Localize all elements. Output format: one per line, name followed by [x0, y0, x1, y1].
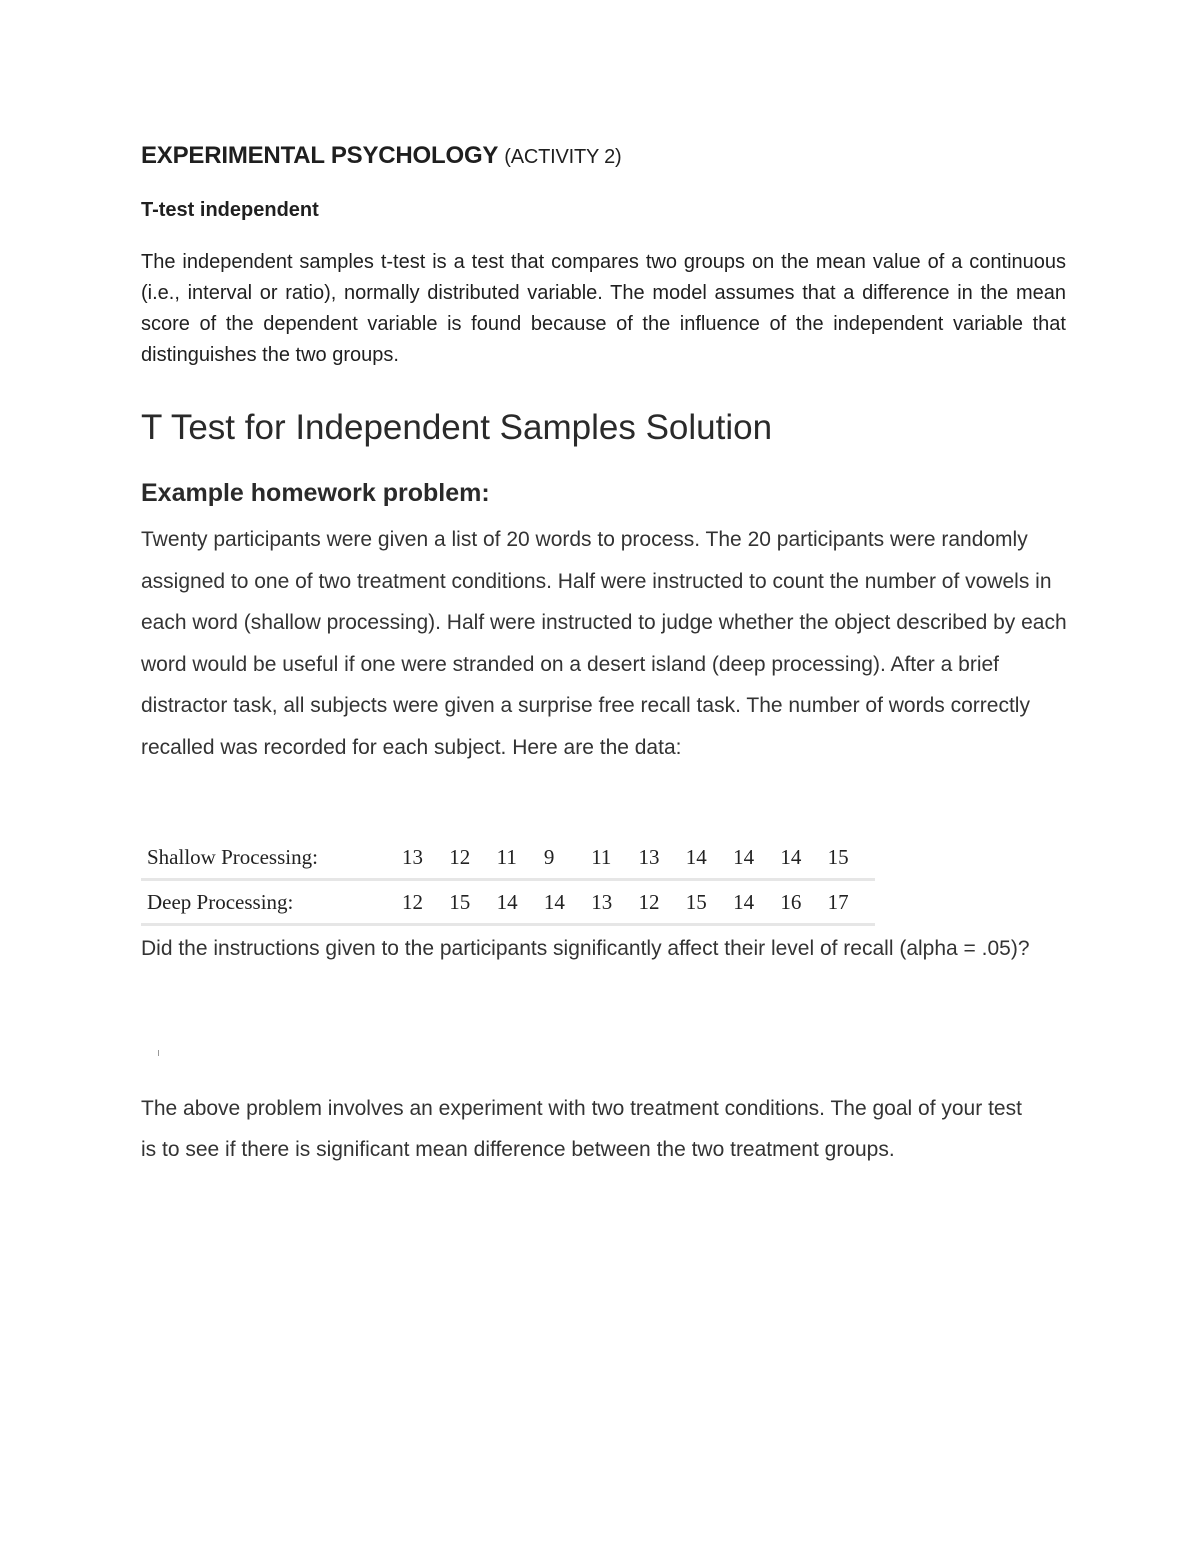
question-paragraph: Did the instructions given to the participants significantly affect their level of recall (alpha = .05)?: [141, 937, 1030, 960]
table-cell: 14: [686, 836, 733, 880]
table-cell: 12: [449, 836, 496, 880]
table-cell: 14: [780, 836, 827, 880]
table-cell: 14: [733, 836, 780, 880]
section-subheading: Example homework problem:: [141, 479, 490, 507]
intro-paragraph: The independent samples t-test is a test that compares two groups on the mean value of a continuous (i.e., interval or ratio), normally distributed variable. The model assumes that a difference in the mean score of the dependent variable is found because of the influence of the independent variable that distinguishes the two groups.: [141, 251, 1066, 366]
table-cell: 11: [591, 836, 638, 880]
table-row: [141, 836, 875, 880]
row-label: Deep Processing:: [141, 880, 402, 925]
table-cell: 13: [638, 836, 685, 880]
data-table: [141, 836, 875, 926]
title-main: EXPERIMENTAL PSYCHOLOGY: [141, 142, 498, 169]
table-cell: 14: [544, 880, 591, 925]
row-label: Shallow Processing:: [141, 836, 402, 880]
table-cell: 11: [497, 836, 544, 880]
title-activity: (ACTIVITY 2): [504, 146, 622, 168]
closing-paragraph: The above problem involves an experiment with two treatment conditions. The goal of your test is to see if there is significant mean difference between the two treatment groups.: [141, 1097, 1022, 1161]
table-cell: 12: [638, 880, 685, 925]
table-cell: 12: [402, 880, 449, 925]
table-cell: 14: [733, 880, 780, 925]
table-cell: 16: [780, 880, 827, 925]
document-title: [141, 142, 622, 170]
stray-mark: [158, 1050, 159, 1056]
problem-paragraph: Twenty participants were given a list of 20 words to process. The 20 participants were randomly assigned to one of two treatment conditions. Half were instructed to count the number of vowels in each word (shallow processing). Half were instructed to judge whether the object described by each word would be useful if one were stranded on a desert island (deep processing). After a brief distractor task, all subjects were given a surprise free recall task. The number of words correctly recalled was recorded for each subject. Here are the data:: [141, 528, 1067, 759]
table-cell: 13: [402, 836, 449, 880]
subtitle: T-test independent: [141, 199, 319, 221]
table-cell: 9: [544, 836, 591, 880]
table-cell: 17: [828, 880, 875, 925]
table-cell: 15: [449, 880, 496, 925]
table-cell: 15: [828, 836, 875, 880]
section-heading: T Test for Independent Samples Solution: [141, 408, 773, 447]
table-cell: 15: [686, 880, 733, 925]
table-cell: 14: [497, 880, 544, 925]
table-cell: 13: [591, 880, 638, 925]
table-row: [141, 880, 875, 925]
